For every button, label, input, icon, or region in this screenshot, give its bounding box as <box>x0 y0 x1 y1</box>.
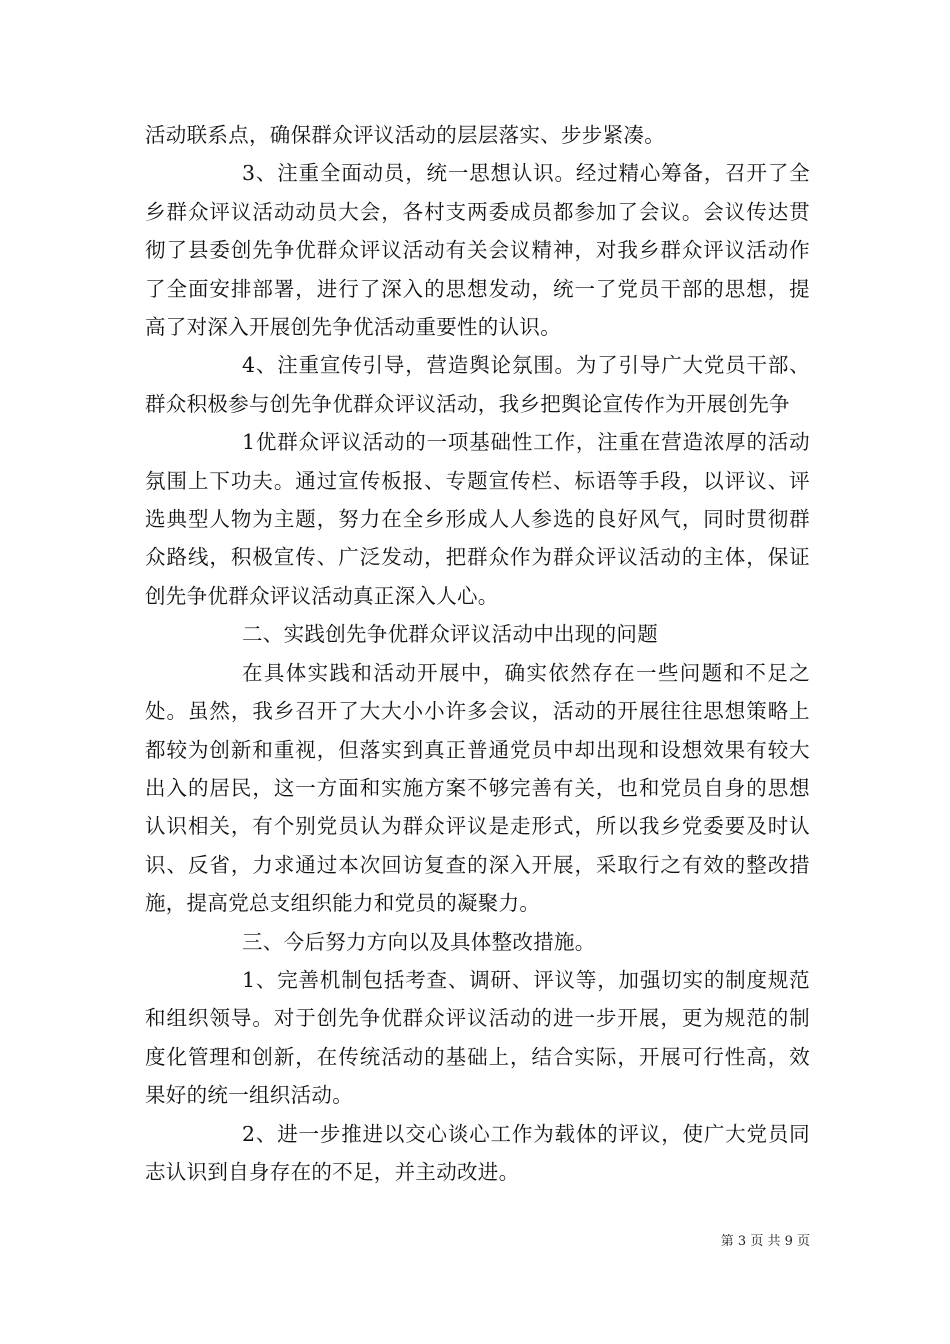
page-number-footer: 第 3 页 共 9 页 <box>720 1234 810 1249</box>
section-heading-3: 三、今后努力方向以及具体整改措施。 <box>242 929 596 954</box>
paragraph-measure-2: 2、进一步推进以交心谈心工作为载体的评议，使广大党员同志认识到自身存在的不足，并主动改进。 <box>145 1121 810 1184</box>
paragraph-measure-1: 1、完善机制包括考查、调研、评议等，加强切实的制度规范和组织领导。对于创先争优群众评议活动的进一步开展，更为规范的制度化管理和创新，在传统活动的基础上，结合实际，开展可行性高，效果好的统一组织活动。 <box>145 967 810 1108</box>
paragraph-problems: 在具体实践和活动开展中，确实依然存在一些问题和不足之处。虽然，我乡召开了大大小小许多会议，活动的开展往往思想策略上都较为创新和重视，但落实到真正普通党员中却出现和设想效果有较大出入的居民，这一方面和实施方案不够完善有关，也和党员自身的思想认识相关，有个别党员认为群众评议是走形式，所以我乡党委要及时认识、反省，力求通过本次回访复查的深入开展，采取行之有效的整改措施，提高党总支组织能力和党员的凝聚力。 <box>145 660 810 916</box>
document-body <box>145 116 810 1191</box>
section-heading-2: 二、实践创先争优群众评议活动中出现的问题 <box>242 622 658 647</box>
paragraph-point-3: 3、注重全面动员，统一思想认识。经过精心筹备，召开了全乡群众评议活动动员大会，各村支两委成员都参加了会议。会议传达贯彻了县委创先争优群众评议活动有关会议精神，对我乡群众评议活动作了全面安排部署，进行了深入的思想发动，统一了党员干部的思想，提高了对深入开展创先争优活动重要性的认识。 <box>145 161 810 340</box>
paragraph-continuation: 活动联系点，确保群众评议活动的层层落实、步步紧凑。 <box>145 123 665 147</box>
paragraph-point-4: 4、注重宣传引导，营造舆论氛围。为了引导广大党员干部、群众积极参与创先争优群众评议活动，我乡把舆论宣传作为开展创先争 <box>145 353 810 416</box>
paragraph-point-4-continued: 1优群众评议活动的一项基础性工作，注重在营造浓厚的活动氛围上下功夫。通过宣传板报、专题宣传栏、标语等手段，以评议、评选典型人物为主题，努力在全乡形成人人参选的良好风气，同时贯彻群众路线，积极宣传、广泛发动，把群众作为群众评议活动的主体，保证创先争优群众评议活动真正深入人心。 <box>145 430 810 608</box>
